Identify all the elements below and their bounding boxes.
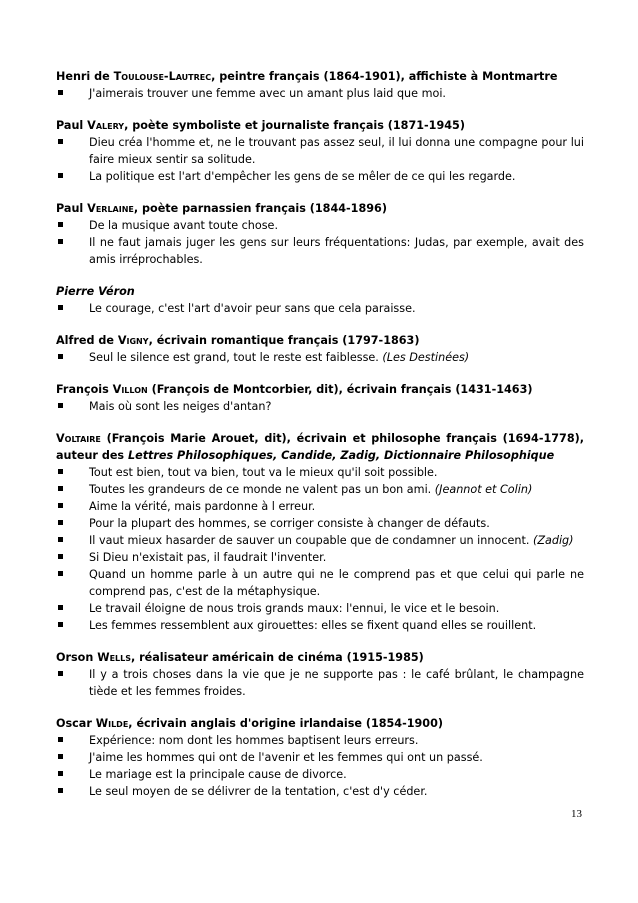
square-bullet-icon [58, 503, 63, 508]
author-surname: Wilde [95, 717, 129, 730]
author-surname: Villon [112, 383, 148, 396]
author-entry-villon [56, 381, 584, 415]
quote-item: De la musique avant toute chose. [56, 217, 584, 234]
author-heading: François Villon (François de Montcorbier, dit), écrivain français (1431-1463) [56, 383, 533, 396]
author-heading: Orson Wells, réalisateur américain de cinéma (1915-1985) [56, 651, 424, 664]
quote-item: J'aime les hommes qui ont de l'avenir et les femmes qui ont un passé. [56, 749, 584, 766]
quote-item: Tout est bien, tout va bien, tout va le mieux qu'il soit possible. [56, 464, 584, 481]
quote-item: Il y a trois choses dans la vie que je ne supporte pas : le café brûlant, le champagne tiède et les femmes froides. [56, 666, 584, 700]
square-bullet-icon [58, 737, 63, 742]
quote-item: Dieu créa l'homme et, ne le trouvant pas assez seul, il lui donna une compagne pour lui faire mieux sentir sa solitude. [56, 134, 584, 168]
quote-item: Aime la vérité, mais pardonne à l erreur. [56, 498, 584, 515]
quote-item: Le travail éloigne de nous trois grands maux: l'ennui, le vice et le besoin. [56, 600, 584, 617]
square-bullet-icon [58, 771, 63, 776]
quote-item: Le courage, c'est l'art d'avoir peur sans que cela paraisse. [56, 300, 584, 317]
quote-item: Quand un homme parle à un autre qui ne le comprend pas et que celui qui parle ne comprend pas, c'est de la métaphysique. [56, 566, 584, 600]
square-bullet-icon [58, 173, 63, 178]
author-entry-voltaire [56, 430, 584, 634]
author-heading: Voltaire (François Marie Arouet, dit), écrivain et philosophe français (1694-1778), auteur des Lettres Philosophiques, Candide, Zadig, Dictionnaire Philosophique [56, 432, 584, 462]
square-bullet-icon [58, 486, 63, 491]
quote-item: Pour la plupart des hommes, se corriger consiste à changer de défauts. [56, 515, 584, 532]
works-titles: Lettres Philosophiques, Candide, Zadig, Dictionnaire Philosophique [127, 449, 555, 462]
square-bullet-icon [58, 605, 63, 610]
author-heading: Pierre Véron [56, 285, 135, 298]
square-bullet-icon [58, 537, 63, 542]
quote-item: Si Dieu n'existait pas, il faudrait l'inventer. [56, 549, 584, 566]
quote-item: Seul le silence est grand, tout le reste est faiblesse. (Les Destinées) [56, 349, 584, 366]
quote-item: Expérience: nom dont les hommes baptisent leurs erreurs. [56, 732, 584, 749]
author-surname: Toulouse-Lautrec [113, 70, 212, 83]
quotations-list [56, 68, 584, 815]
author-entry-veron [56, 283, 584, 317]
square-bullet-icon [58, 403, 63, 408]
quote-item: J'aimerais trouver une femme avec un amant plus laid que moi. [56, 85, 584, 102]
square-bullet-icon [58, 754, 63, 759]
square-bullet-icon [58, 571, 63, 576]
author-entry-toulouse-lautrec [56, 68, 584, 102]
quote-item: Il ne faut jamais juger les gens sur leurs fréquentations: Judas, par exemple, avait des amis irréprochables. [56, 234, 584, 268]
author-entry-verlaine [56, 200, 584, 268]
quote-source: (Zadig) [532, 534, 574, 547]
quote-item: La politique est l'art d'empêcher les gens de se mêler de ce qui les regarde. [56, 168, 584, 185]
square-bullet-icon [58, 222, 63, 227]
author-entry-wells [56, 649, 584, 700]
quote-source: (Jeannot et Colin) [434, 483, 533, 496]
square-bullet-icon [58, 305, 63, 310]
author-surname: Vigny [117, 334, 149, 347]
author-heading: Alfred de Vigny, écrivain romantique français (1797-1863) [56, 334, 420, 347]
quote-item: Les femmes ressemblent aux girouettes: elles se fixent quand elles se rouillent. [56, 617, 584, 634]
author-surname: Wells [97, 651, 131, 664]
square-bullet-icon [58, 139, 63, 144]
square-bullet-icon [58, 239, 63, 244]
author-surname: Verlaine [87, 202, 134, 215]
quote-item: Mais où sont les neiges d'antan? [56, 398, 584, 415]
square-bullet-icon [58, 622, 63, 627]
author-surname: Voltaire [56, 432, 101, 445]
square-bullet-icon [58, 469, 63, 474]
quote-item: Il vaut mieux hasarder de sauver un coupable que de condamner un innocent. (Zadig) [56, 532, 584, 549]
author-surname: Valery [87, 119, 125, 132]
square-bullet-icon [58, 671, 63, 676]
author-heading: Henri de Toulouse-Lautrec, peintre français (1864-1901), affichiste à Montmartre [56, 70, 558, 83]
author-heading: Paul Verlaine, poète parnassien français (1844-1896) [56, 202, 387, 215]
square-bullet-icon [58, 520, 63, 525]
author-entry-vigny [56, 332, 584, 366]
square-bullet-icon [58, 554, 63, 559]
author-heading: Oscar Wilde, écrivain anglais d'origine irlandaise (1854-1900) [56, 717, 443, 730]
quote-item: Le mariage est la principale cause de divorce. [56, 766, 584, 783]
square-bullet-icon [58, 354, 63, 359]
author-heading: Paul Valery, poète symboliste et journaliste français (1871-1945) [56, 119, 465, 132]
author-entry-wilde [56, 715, 584, 800]
author-entry-valery [56, 117, 584, 185]
quote-source: (Les Destinées) [382, 351, 470, 364]
square-bullet-icon [58, 788, 63, 793]
quote-item: Le seul moyen de se délivrer de la tentation, c'est d'y céder. [56, 783, 584, 800]
page-number: 13 [571, 808, 582, 820]
square-bullet-icon [58, 90, 63, 95]
quote-item: Toutes les grandeurs de ce monde ne valent pas un bon ami. (Jeannot et Colin) [56, 481, 584, 498]
